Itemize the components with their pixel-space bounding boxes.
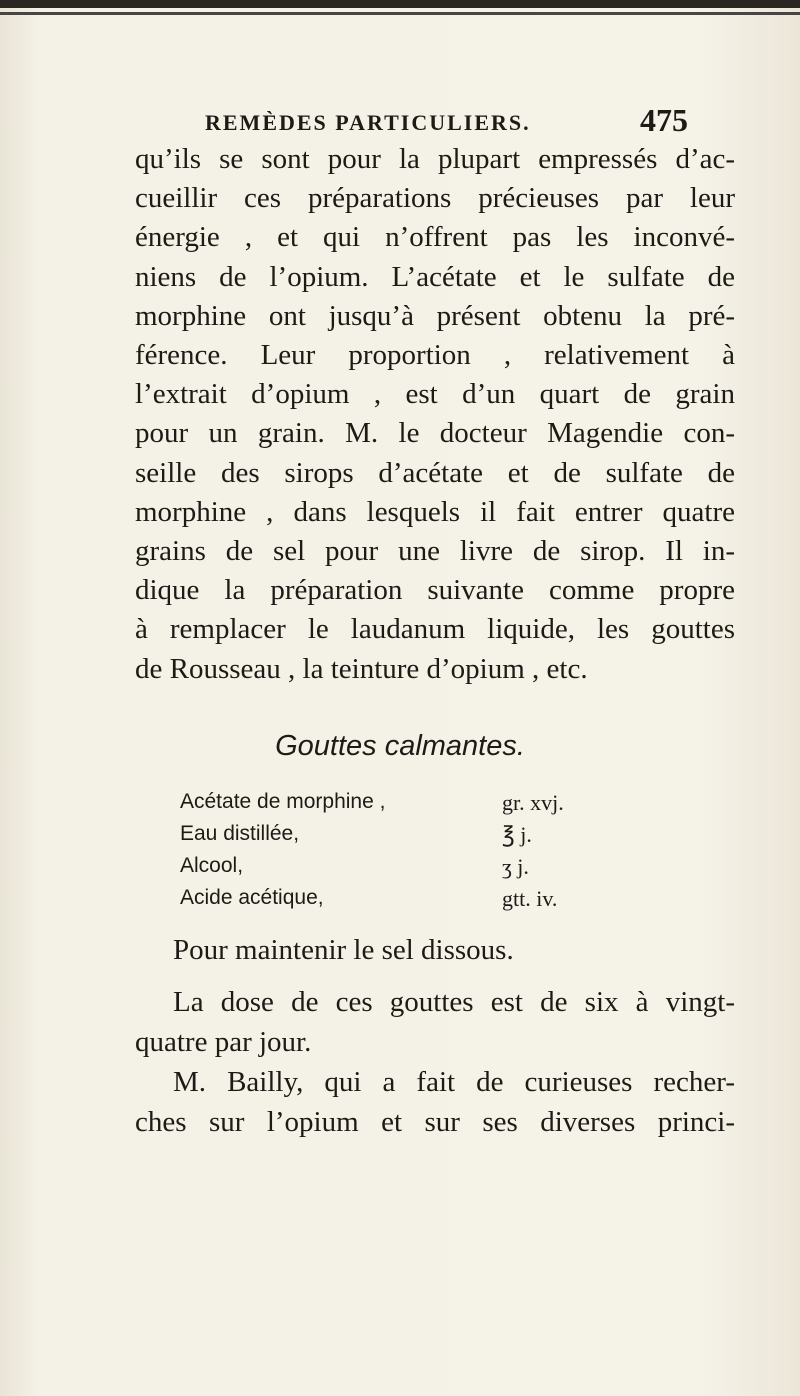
quantity: gr. xvj. xyxy=(502,790,564,815)
text-line: morphine , dans lesquels il fait entrer quatre xyxy=(135,495,735,528)
text-line: cueillir ces préparations précieuses par leur xyxy=(135,182,735,215)
text-line: qu’ils se sont pour la plupart empressés d’ac- xyxy=(135,143,735,175)
recipe-row xyxy=(180,886,740,918)
top-border-thin xyxy=(0,12,800,15)
recipe-row xyxy=(180,822,740,854)
text-line: quatre par jour. xyxy=(135,1026,312,1058)
running-title: REMÈDES PARTICULIERS. xyxy=(205,110,531,135)
quantity: ℥ j. xyxy=(502,822,532,847)
ingredient: Acide acétique, xyxy=(180,886,324,909)
ingredient: Alcool, xyxy=(180,854,244,877)
text-line: niens de l’opium. L’acétate et le sulfate de xyxy=(135,260,735,293)
ingredient: Eau distillée, xyxy=(180,822,300,845)
text-line: M. Bailly, qui a fait de curieuses recher- xyxy=(173,1066,735,1098)
text-line: férence. Leur proportion , relativement à xyxy=(135,339,735,372)
text-line: ches sur l’opium et sur ses diverses princi- xyxy=(135,1106,735,1138)
paragraph-1 xyxy=(135,140,735,689)
text-line: seille des sirops d’acétate et de sulfate de xyxy=(135,456,735,489)
top-border xyxy=(0,0,800,8)
recipe-row xyxy=(180,790,740,822)
quantity: ʒ j. xyxy=(502,854,529,879)
text-line: La dose de ces gouttes est de six à vingt- xyxy=(173,986,735,1018)
section-title: Gouttes calmantes. xyxy=(275,730,525,762)
ingredient: Acétate de morphine , xyxy=(180,790,386,813)
text-line: de Rousseau , la teinture d’opium , etc. xyxy=(135,652,588,685)
text-line: dique la préparation suivante comme propre xyxy=(135,574,735,607)
text-line: à remplacer le laudanum liquide, les gouttes xyxy=(135,613,735,646)
recipe-list xyxy=(180,790,740,918)
text-line: énergie , et qui n’offrent pas les inconvé- xyxy=(135,221,735,254)
paragraph-gap xyxy=(135,970,735,982)
page-header xyxy=(0,100,800,140)
recipe-row xyxy=(180,854,740,886)
paragraph-2 xyxy=(135,930,735,1142)
text-line: l’extrait d’opium , est d’un quart de grain xyxy=(135,378,735,411)
text-line: pour un grain. M. le docteur Magendie con- xyxy=(135,417,735,450)
page-number: 475 xyxy=(640,102,688,138)
text-line: Pour maintenir le sel dissous. xyxy=(173,934,514,966)
text-line: grains de sel pour une livre de sirop. Il in- xyxy=(135,535,735,568)
quantity: gtt. iv. xyxy=(502,886,558,911)
text-line: morphine ont jusqu’à présent obtenu la pré- xyxy=(135,299,735,332)
